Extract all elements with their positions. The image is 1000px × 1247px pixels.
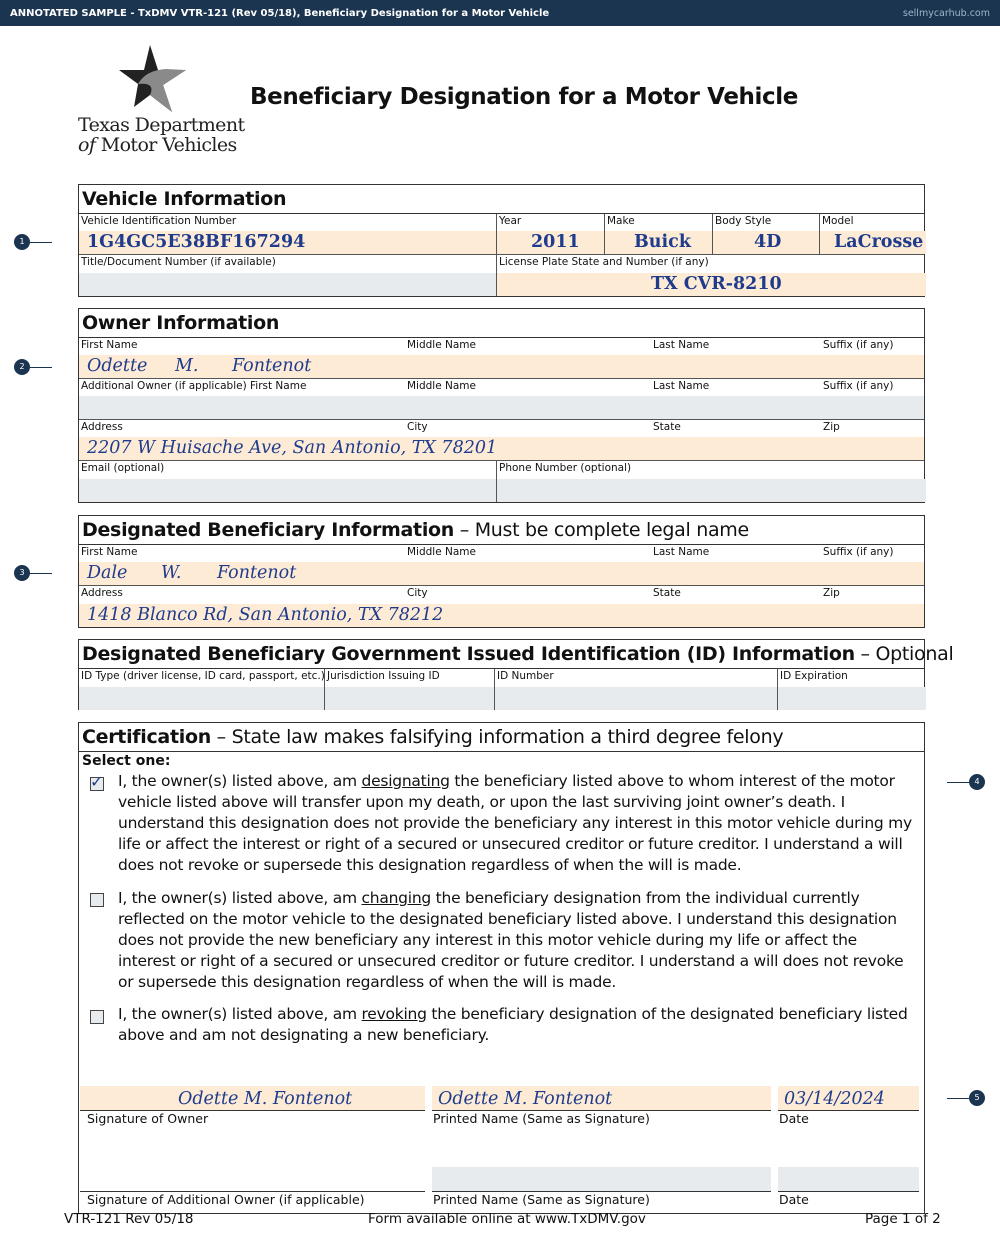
license-plate-value: TX CVR-8210 [651,274,782,294]
marker-line [30,573,52,574]
footer-website: Form available online at www.TxDMV.gov [368,1211,646,1227]
make-field[interactable]: Make Buick [604,214,712,254]
owner-signature: Odette M. Fontenot [178,1089,353,1109]
owner-address-row[interactable]: Address City State Zip 2207 W Huisache Ave, San Antonio, TX 78201 [79,420,924,461]
beneficiary-first-name: Dale [87,563,128,583]
license-plate-field[interactable]: License Plate State and Number (if any) TX CVR-8210 [496,255,926,296]
date-label: Date [779,1111,809,1126]
owner-name-row[interactable]: First Name Middle Name Last Name Suffix (if any) Odette M. Fontenot [79,338,924,379]
footer-page-number: Page 1 of 2 [865,1211,941,1227]
id-type-field[interactable]: ID Type (driver license, ID card, passport, etc.) [79,669,324,710]
footer-form-number: VTR-121 Rev 05/18 [64,1211,194,1227]
section-header: Owner Information [79,309,924,338]
owner-middle-name: M. [175,356,199,376]
beneficiary-name-row[interactable]: First Name Middle Name Last Name Suffix (if any) Dale W. Fontenot [79,545,924,586]
marker-line [30,242,52,243]
annotation-marker-4: 4 [969,774,985,790]
additional-owner-signature-field[interactable] [80,1165,425,1192]
additional-printed-name-label: Printed Name (Same as Signature) [433,1192,650,1207]
signature-date: 03/14/2024 [784,1089,885,1109]
section-header: Vehicle Information [79,185,924,214]
section-header: Certification – State law makes falsifying information a third degree felony [79,723,924,752]
additional-date-field[interactable] [778,1165,919,1192]
printed-name-label: Printed Name (Same as Signature) [433,1111,650,1126]
beneficiary-middle-name: W. [161,563,182,583]
owner-signature-field[interactable] [80,1084,425,1111]
revoking-option-text: I, the owner(s) listed above, am revoking the beneficiary designation of the designated beneficiary listed above and am not designating a new beneficiary. [118,1005,908,1044]
annotation-marker-1: 1 [14,234,30,250]
model-value: LaCrosse [834,232,924,252]
body-style-field[interactable]: Body Style 4D [712,214,819,254]
phone-field[interactable]: Phone Number (optional) [496,461,926,502]
annotation-marker-2: 2 [14,359,30,375]
star-logo-icon [116,42,188,114]
txdmv-logo [74,42,244,158]
government-id-section [78,639,954,710]
email-field[interactable]: Email (optional) [79,461,496,502]
banner-title: ANNOTATED SAMPLE - TxDMV VTR-121 (Rev 05/18), Beneficiary Designation for a Motor Vehicle [10,7,550,19]
marker-line [947,782,969,783]
id-expiration-field[interactable]: ID Expiration [777,669,926,710]
signature-additional-owner-label: Signature of Additional Owner (if applicable) [87,1192,365,1207]
marker-line [947,1098,969,1099]
vehicle-information-section [78,184,925,297]
banner-site[interactable]: sellmycarhub.com [902,7,990,19]
annotation-banner [0,0,1000,26]
beneficiary-last-name: Fontenot [217,563,297,583]
additional-date-label: Date [779,1192,809,1207]
make-value: Buick [634,232,691,252]
marker-line [30,367,52,368]
checkmark-icon: ✓ [90,772,104,791]
form-title: Beneficiary Designation for a Motor Vehicle [250,84,798,110]
additional-owner-row[interactable]: Additional Owner (if applicable) First Name Middle Name Last Name Suffix (if any) [79,379,924,420]
signature-owner-label: Signature of Owner [87,1111,209,1126]
vin-value: 1G4GC5E38BF167294 [87,232,306,252]
owner-last-name: Fontenot [232,356,312,376]
additional-printed-name-field[interactable] [432,1165,771,1192]
vehicle-row-1 [79,214,924,255]
printed-name-field[interactable] [432,1084,771,1111]
annotation-marker-3: 3 [14,565,30,581]
certification-section [78,722,925,1214]
vehicle-row-2 [79,255,924,296]
owner-first-name: Odette [87,356,148,376]
beneficiary-information-section [78,515,925,628]
jurisdiction-field[interactable]: Jurisdiction Issuing ID [324,669,494,710]
model-field[interactable]: Model LaCrosse [819,214,926,254]
select-one-label: Select one: [82,753,171,769]
section-header: Designated Beneficiary Information – Must be complete legal name [79,516,924,545]
title-document-field[interactable]: Title/Document Number (if available) [79,255,496,296]
owner-address: 2207 W Huisache Ave, San Antonio, TX 78201 [87,438,498,458]
section-header: Designated Beneficiary Government Issued Identification (ID) Information – Optional [79,640,924,669]
logo-line2: of Motor Vehicles [78,134,237,156]
body-style-value: 4D [754,232,782,252]
owner-contact-row [79,461,924,502]
logo-line1: Texas Department [78,114,245,136]
year-field[interactable]: Year 2011 [496,214,604,254]
printed-name: Odette M. Fontenot [438,1089,613,1109]
designating-checkbox[interactable] [90,772,104,791]
id-number-field[interactable]: ID Number [494,669,777,710]
changing-option-text: I, the owner(s) listed above, am changing the beneficiary designation from the individual currently reflected on the motor vehicle to the designated beneficiary listed above. I understand this designation does not provide the new beneficiary any interest in this motor vehicle during my life or affect the interest or right of a secured or unsecured creditor or future creditor. I understand a will does not revoke or supersede this designation regardless of when the will is made. [118,889,904,991]
vin-field[interactable]: Vehicle Identification Number 1G4GC5E38BF167294 [79,214,496,254]
designating-option-text: I, the owner(s) listed above, am designating the beneficiary listed above to whom interest of the motor vehicle listed above will transfer upon my death, or upon the last surviving joint owner’s death. I understand this designation does not provide the beneficiary any interest in this motor vehicle during my life or affect the interest or right of a secured or unsecured creditor or future creditor. I understand a will does not revoke or supersede this designation regardless of when the will is made. [118,772,912,874]
year-value: 2011 [531,232,580,252]
date-field[interactable] [778,1084,919,1111]
beneficiary-address-row[interactable]: Address City State Zip 1418 Blanco Rd, San Antonio, TX 78212 [79,586,924,627]
revoking-checkbox[interactable] [90,1010,104,1024]
changing-checkbox[interactable] [90,893,104,907]
beneficiary-address: 1418 Blanco Rd, San Antonio, TX 78212 [87,605,444,625]
owner-information-section [78,308,925,503]
annotation-marker-5: 5 [969,1090,985,1106]
gov-id-row [79,669,924,710]
